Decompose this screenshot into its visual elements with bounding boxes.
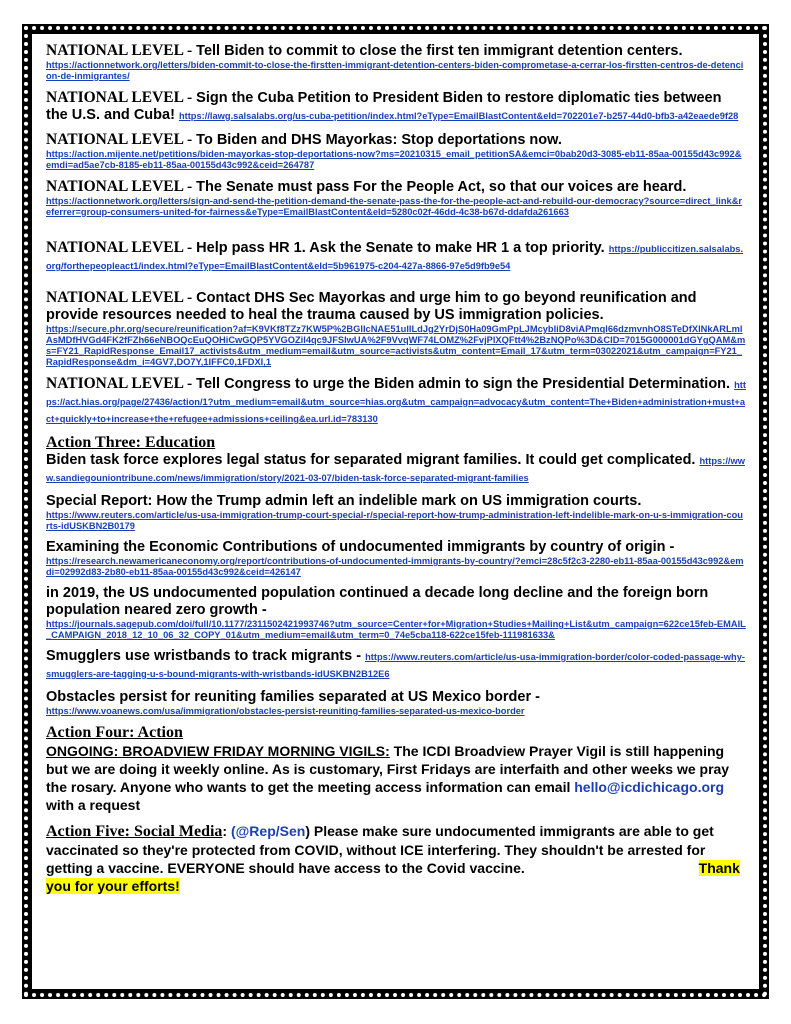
item-title: Obstacles persist for reuniting families separated at US Mexico border - (46, 689, 540, 705)
item-link[interactable]: https://lawg.salsalabs.org/us-cuba-petition/index.html?eType=EmailBlastContent&eId=702201e7-b257-44d0-bfb3-a42eaede9f28 (178, 111, 739, 121)
item-title: Smugglers use wristbands to track migrants - (46, 648, 362, 664)
action-item-3 (46, 131, 746, 171)
thanks-highlight: Thank you for your efforts! (46, 860, 740, 894)
vigil-tail: with a request (46, 797, 141, 813)
item-title: in 2019, the US undocumented population continued a decade long decline and the foreign born population neared zero growth - (46, 585, 709, 618)
education-item-5 (46, 648, 746, 682)
action-item-5 (46, 239, 746, 274)
item-link[interactable]: https://www.reuters.com/article/us-usa-immigration-border/color-coded-passage-why-smugglers-are-tagging-u-s-bound-migrants-with-wristbands-idUSKBN2B12E6 (46, 652, 745, 679)
item-title: The Senate must pass For the People Act, so that our voices are heard. (196, 179, 687, 195)
item-link[interactable]: https://www.reuters.com/article/us-usa-immigration-trump-court-special-r/special-report-how-trump-administration-left-indelible-mark-on-u-s-immigration-courts-idUSKBN2B0179 (46, 510, 743, 531)
item-title: Tell Biden to commit to close the first ten immigrant detention centers. (196, 43, 683, 59)
item-link[interactable]: https://act.hias.org/page/27436/action/1?utm_medium=email&utm_source=hias.org&utm_campaign=advocacy&utm_content=The+Biden+administration+must+act+quickly+to+increase+the+refugee+admissions+ceiling&ea.url.id=783130 (46, 380, 746, 424)
heading-colon: : (222, 823, 231, 839)
item-link[interactable]: https://action.mijente.net/petitions/biden-mayorkas-stop-deportations-now?ms=20210315_email_petitionSA&emci=0bab20d3-3085-eb11-85aa-00155d43c992&emdi=ad5ae7cb-8185-eb11-85aa-00155d43c992&ceid=264787 (46, 149, 742, 170)
education-item-6 (46, 689, 746, 717)
level-label: NATIONAL LEVEL - (46, 42, 193, 59)
level-label: NATIONAL LEVEL - (46, 289, 193, 306)
vigil-lead: ONGOING: BROADVIEW FRIDAY MORNING VIGILS: (46, 743, 390, 759)
education-item-4 (46, 585, 746, 641)
document-body (46, 42, 746, 902)
action-item-2 (46, 89, 746, 124)
item-title: To Biden and DHS Mayorkas: Stop deportations now. (196, 132, 562, 148)
social-media-paragraph (46, 822, 746, 895)
item-link[interactable]: https://actionnetwork.org/letters/biden-commit-to-close-the-firstten-immigrant-detention-centers-biden-comprometase-a-cerrar-los-firstten-centros-de-detencion-de-inmigrantes/ (46, 60, 744, 81)
contact-email-link[interactable]: hello@icdichicago.org (574, 779, 725, 795)
vigil-paragraph (46, 742, 746, 814)
item-title: Biden task force explores legal status for separated migrant families. It could get complicated. (46, 452, 696, 468)
item-title: Sign the Cuba Petition to President Biden to restore diplomatic ties between the U.S. and Cuba! (46, 90, 722, 123)
education-item-3 (46, 539, 746, 578)
action-item-4 (46, 178, 746, 218)
item-link[interactable]: https://actionnetwork.org/letters/sign-and-send-the-petition-demand-the-senate-pass-the-for-the-people-act-and-rebuild-our-democracy?source=direct_link&referrer=group-consumers-united-for-fairness&eType=EmailBlastContent&eId=5280c02f-46dd-4c38-b67d-ddafda261663 (46, 196, 743, 217)
item-link[interactable]: https://www.sandiegouniontribune.com/news/immigration/story/2021-03-07/biden-task-force-separated-migrant-families (46, 456, 745, 483)
item-link[interactable]: https://journals.sagepub.com/doi/full/10.1177/2311502421993746?utm_source=Center+for+Migration+Studies+Mailing+List&utm_campaign=622ce15feb-EMAIL_CAMPAIGN_2018_12_10_06_32_COPY_01&utm_medium=email&utm_term=0_74e5cba118-622ce15feb-111981633& (46, 619, 746, 640)
handle-close: ) (305, 823, 310, 839)
level-label: NATIONAL LEVEL - (46, 89, 193, 106)
level-label: NATIONAL LEVEL - (46, 178, 193, 195)
action-five-heading: Action Five: Social Media (46, 823, 223, 840)
item-link[interactable]: https://www.voanews.com/usa/immigration/obstacles-persist-reuniting-families-separated-us-mexico-border (46, 706, 525, 716)
action-item-6 (46, 289, 746, 368)
social-body: Please make sure undocumented immigrants are able to get vaccinated so they're protected from COVID, without ICE interfering. They shouldn't be arrested for getting a vaccine. EVERYONE should have access to the Covid vaccine. (46, 823, 714, 876)
action-four-heading: Action Four: Action (46, 724, 183, 741)
item-title: Contact DHS Sec Mayorkas and urge him to go beyond reunification and provide resources needed to heal the trauma caused by US immigration policies. (46, 290, 697, 323)
action-item-7 (46, 375, 746, 427)
item-link[interactable]: https://secure.phr.org/secure/reunification?af=K9VKf8TZz7KW5P%2BGlIcNAE51ulILdJg2YrDjS0Ha09GmPpLJMcybliD8viAPmql66dzmvnhO8STeDfXlNkARLmlAsMDfHVGd4FK2fFZh66eNBOQcEuQOHiCwGQP5YVGOZil4qc9JFSIwUA%2F9VvqWF74LOMZ%2FvjPlXQFtt4%2BzNQPo%3D&CID=7015G000001dGYgQAM&ms=FY21_RapidResponse_Email17_activists&utm_medium=email&utm_source=activists&utm_content=Email_17&utm_term=03022021&utm_campaign=FY21_RapidResponse&dm_i=4GV7,DO7Y,1IFFC0,1FDXI,1 (46, 324, 746, 367)
item-title: Help pass HR 1. Ask the Senate to make HR 1 a top priority. (196, 240, 605, 256)
level-label: NATIONAL LEVEL - (46, 375, 193, 392)
level-label: NATIONAL LEVEL - (46, 239, 193, 256)
education-item-1 (46, 452, 746, 486)
level-label: NATIONAL LEVEL - (46, 131, 193, 148)
item-title: Special Report: How the Trump admin left an indelible mark on US immigration courts. (46, 493, 642, 509)
rep-handle: (@Rep/Sen (230, 823, 306, 839)
action-item-1 (46, 42, 746, 82)
item-link[interactable]: https://publiccitizen.salsalabs.org/forthepeopleact1/index.html?eType=EmailBlastContent&eId=5b961975-c204-427a-8866-97e5d9fb9e54 (46, 244, 744, 271)
education-heading: Action Three: Education (46, 434, 216, 451)
item-title: Tell Congress to urge the Biden admin to sign the Presidential Determination. (196, 376, 731, 392)
education-item-2 (46, 493, 746, 532)
item-title: Examining the Economic Contributions of undocumented immigrants by country of origin - (46, 539, 675, 555)
item-link[interactable]: https://research.newamericaneconomy.org/report/contributions-of-undocumented-immigrants-by-country/?emci=28c5f2c3-2280-eb11-85aa-00155d43c992&emdi=02992d83-2b80-eb11-85aa-00155d43c992&ceid=426147 (46, 556, 744, 577)
vigil-body: The ICDI Broadview Prayer Vigil is still happening but we are doing it weekly online. As is customary, First Fridays are interfaith and other weeks we pray the rosary. Anyone who wants to get the meeting access information can email (46, 743, 730, 795)
